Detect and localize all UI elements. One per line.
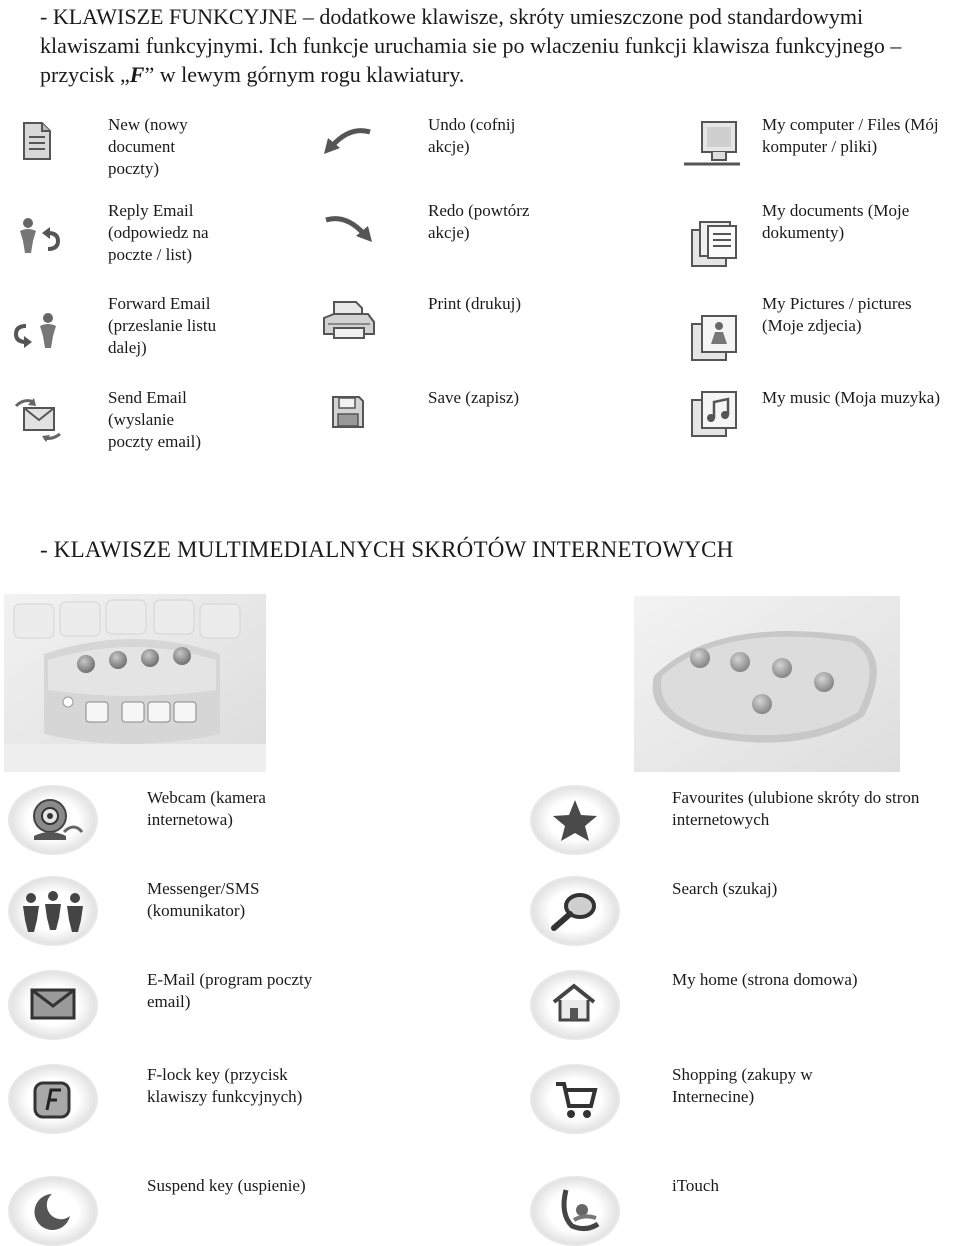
webcam-icon xyxy=(24,796,84,846)
magnifier-icon xyxy=(550,890,600,934)
music-icon xyxy=(690,390,740,438)
intro-paragraph xyxy=(40,2,940,89)
send-email-icon xyxy=(12,396,64,442)
fk-my-pictures: My Pictures / pictures (Moje zdjecia) xyxy=(762,294,912,335)
printer-icon xyxy=(320,298,376,342)
keyboard-right-photo xyxy=(634,596,900,777)
mm-email: E-Mail (program poczty email) xyxy=(147,970,313,1011)
pictures-icon xyxy=(690,312,740,362)
fk-print: Print (drukuj) xyxy=(428,294,522,313)
fk-save: Save (zapisz) xyxy=(428,388,520,407)
documents-icon xyxy=(690,218,740,268)
document-icon xyxy=(18,120,54,162)
fk-reply: Reply Email (odpowiedz na poczte / list) xyxy=(108,201,209,264)
redo-arrow-icon xyxy=(320,212,376,248)
messenger-people-icon xyxy=(20,890,86,934)
mm-home: My home (strona domowa) xyxy=(672,970,858,989)
mm-itouch: iTouch xyxy=(672,1176,719,1195)
mm-shopping: Shopping (zakupy w Internecine) xyxy=(672,1065,813,1106)
reply-email-icon xyxy=(14,215,62,255)
fk-my-documents: My documents (Moje dokumenty) xyxy=(762,201,910,242)
mm-favourites: Favourites (ulubione skróty do stron internetowych xyxy=(672,788,920,829)
mm-suspend: Suspend key (uspienie) xyxy=(147,1176,306,1195)
mm-messenger: Messenger/SMS (komunikator) xyxy=(147,879,260,920)
mm-search: Search (szukaj) xyxy=(672,879,778,898)
f-lock-icon xyxy=(32,1080,72,1120)
fk-my-music: My music (Moja muzyka) xyxy=(762,388,940,407)
fk-forward: Forward Email (przeslanie listu dalej) xyxy=(108,294,217,357)
intro-key: F xyxy=(129,62,145,87)
intro-lead: - KLAWISZE FUNKCYJNE – dodatkowe klawisze, skróty umieszczone pod standardowymi klawiszami funkcyjnymi. Ich funkcje uruchamia sie po wlaczeniu funkcji klawisza funkcyjnego – przycisk „ xyxy=(40,4,902,87)
mm-flock: F-lock key (przycisk klawiszy funkcyjnych) xyxy=(147,1065,303,1106)
floppy-disk-icon xyxy=(330,394,366,430)
forward-email-icon xyxy=(10,310,62,350)
itouch-icon xyxy=(552,1186,602,1236)
fk-my-computer: My computer / Files (Mój komputer / pliki) xyxy=(762,115,939,156)
fk-undo: Undo (cofnij akcje) xyxy=(428,115,516,156)
fk-send: Send Email (wyslanie poczty email) xyxy=(108,388,201,451)
keyboard-left-photo xyxy=(4,594,266,777)
star-icon xyxy=(552,798,598,842)
fk-redo: Redo (powtórz akcje) xyxy=(428,201,530,242)
envelope-icon xyxy=(30,986,76,1022)
undo-arrow-icon xyxy=(320,124,376,160)
home-icon xyxy=(550,982,598,1024)
shopping-cart-icon xyxy=(554,1078,598,1120)
moon-icon xyxy=(30,1190,74,1234)
fk-new: New (nowy document poczty) xyxy=(108,115,188,178)
multimedia-heading: - KLAWISZE MULTIMEDIALNYCH SKRÓTÓW INTERNETOWYCH xyxy=(40,537,734,562)
monitor-icon xyxy=(682,120,742,168)
mm-webcam: Webcam (kamera internetowa) xyxy=(147,788,266,829)
intro-tail: ” w lewym górnym rogu klawiatury. xyxy=(144,62,465,87)
